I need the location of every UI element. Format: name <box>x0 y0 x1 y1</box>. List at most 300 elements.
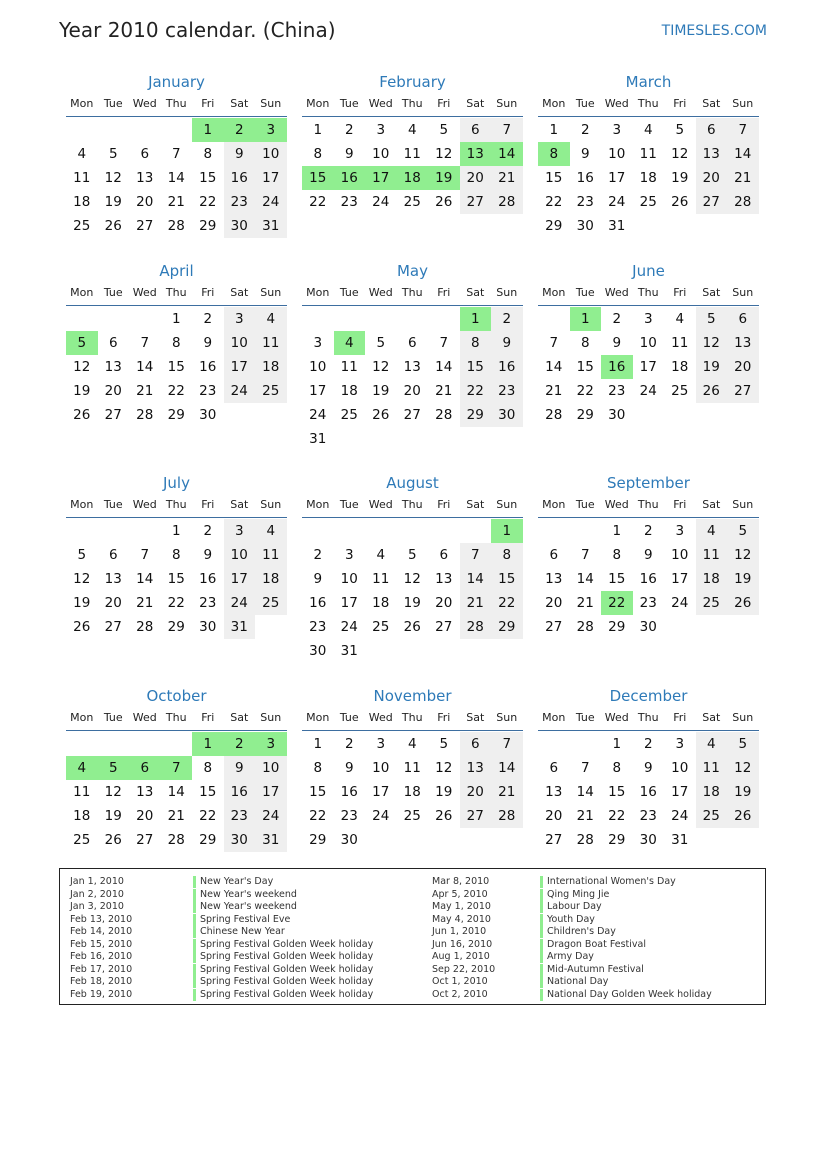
empty-cell <box>334 307 366 331</box>
day-cell: 22 <box>167 595 185 611</box>
day-cell: 7 <box>460 543 492 567</box>
weekday-label: Fri <box>437 97 451 110</box>
day-cell: 25 <box>639 194 657 210</box>
day-cell: 5 <box>66 331 98 355</box>
day-cell: 8 <box>580 335 590 351</box>
weekday-label: Sat <box>230 286 249 299</box>
day-cell: 24 <box>372 194 390 210</box>
day-cell: 2 <box>344 736 354 752</box>
legend-holiday-name: National Day <box>547 976 609 987</box>
day-cell: 30 <box>576 218 594 234</box>
weekday-label: Fri <box>437 711 451 724</box>
day-cell: 30 <box>309 643 327 659</box>
month-name: August <box>386 474 439 492</box>
day-cell: 6 <box>140 146 150 162</box>
day-grid <box>66 519 287 639</box>
holiday-marker <box>193 989 196 1001</box>
day-cell: 8 <box>538 142 570 166</box>
empty-cell <box>66 732 98 756</box>
weekday-label: Thu <box>165 498 187 511</box>
day-cell: 29 <box>576 407 594 423</box>
day-cell: 11 <box>255 331 287 355</box>
day-cell: 23 <box>491 379 523 403</box>
day-cell: 24 <box>224 591 256 615</box>
month-name: July <box>163 474 190 492</box>
day-cell: 25 <box>255 379 287 403</box>
day-cell: 10 <box>608 146 626 162</box>
day-cell: 1 <box>171 523 181 539</box>
weekday-header <box>302 281 523 306</box>
day-cell: 1 <box>570 307 602 331</box>
legend-holiday-name: New Year's weekend <box>200 901 297 912</box>
day-cell: 29 <box>309 832 327 848</box>
day-cell: 9 <box>344 760 354 776</box>
day-cell: 28 <box>136 619 154 635</box>
day-cell: 17 <box>340 595 358 611</box>
holiday-marker <box>540 964 543 976</box>
day-cell: 7 <box>491 732 523 756</box>
day-cell: 22 <box>491 591 523 615</box>
day-cell: 18 <box>73 808 91 824</box>
month-name: March <box>625 73 672 91</box>
day-cell: 4 <box>77 146 87 162</box>
day-cell: 21 <box>167 808 185 824</box>
day-cell: 16 <box>639 784 657 800</box>
weekday-label: Fri <box>201 97 215 110</box>
month-december <box>538 686 759 852</box>
day-cell: 22 <box>309 194 327 210</box>
day-cell: 12 <box>671 146 689 162</box>
day-cell: 26 <box>435 194 453 210</box>
day-cell: 17 <box>608 170 626 186</box>
empty-cell <box>129 307 161 331</box>
day-cell: 26 <box>727 804 759 828</box>
holiday-marker <box>540 889 543 901</box>
day-cell: 2 <box>313 547 323 563</box>
legend-holiday-name: Spring Festival Golden Week holiday <box>200 988 374 1000</box>
day-cell: 28 <box>545 407 563 423</box>
month-march <box>538 72 759 238</box>
day-cell: 4 <box>334 331 366 355</box>
day-cell: 5 <box>108 146 118 162</box>
day-cell: 9 <box>643 547 653 563</box>
legend-date: Oct 1, 2010 <box>432 976 488 987</box>
month-name: April <box>159 262 194 280</box>
day-grid <box>302 732 523 852</box>
holiday-marker <box>193 964 196 976</box>
day-cell: 1 <box>460 307 492 331</box>
day-cell: 12 <box>372 359 390 375</box>
weekday-label: Fri <box>673 711 687 724</box>
day-cell: 26 <box>372 407 390 423</box>
weekday-label: Tue <box>103 711 123 724</box>
legend-date: Feb 17, 2010 <box>70 963 133 975</box>
day-cell: 19 <box>727 780 759 804</box>
empty-cell <box>397 307 429 331</box>
holiday-marker <box>540 951 543 963</box>
day-cell: 9 <box>643 760 653 776</box>
day-cell: 7 <box>140 335 150 351</box>
day-cell: 13 <box>460 756 492 780</box>
day-cell: 29 <box>167 407 185 423</box>
day-cell: 24 <box>608 194 626 210</box>
day-cell: 17 <box>255 166 287 190</box>
weekday-label: Wed <box>368 97 393 110</box>
day-cell: 13 <box>136 784 154 800</box>
day-cell: 15 <box>302 166 334 190</box>
day-grid <box>66 118 287 238</box>
day-cell: 11 <box>73 170 91 186</box>
day-cell: 10 <box>340 571 358 587</box>
day-grid <box>66 307 287 427</box>
day-cell: 16 <box>340 784 358 800</box>
day-cell: 9 <box>313 571 323 587</box>
empty-cell <box>302 307 334 331</box>
day-cell: 3 <box>224 307 256 331</box>
day-cell: 9 <box>344 146 354 162</box>
day-cell: 27 <box>435 619 453 635</box>
weekday-label: Mon <box>542 711 566 724</box>
day-cell: 9 <box>491 331 523 355</box>
day-cell: 15 <box>608 784 626 800</box>
weekday-label: Tue <box>103 97 123 110</box>
day-cell: 10 <box>671 760 689 776</box>
day-cell: 8 <box>171 335 181 351</box>
day-cell: 24 <box>224 379 256 403</box>
day-cell: 10 <box>224 543 256 567</box>
day-cell: 25 <box>403 808 421 824</box>
day-cell: 31 <box>671 832 689 848</box>
weekday-label: Fri <box>673 498 687 511</box>
day-cell: 21 <box>460 591 492 615</box>
weekday-label: Wed <box>132 711 157 724</box>
day-cell: 13 <box>727 331 759 355</box>
day-cell: 3 <box>313 335 323 351</box>
day-cell: 8 <box>491 543 523 567</box>
day-cell: 18 <box>372 595 390 611</box>
holiday-marker <box>193 951 196 963</box>
legend-date: Feb 16, 2010 <box>70 951 133 962</box>
day-cell: 10 <box>372 146 390 162</box>
day-cell: 21 <box>576 808 594 824</box>
day-cell: 20 <box>435 595 453 611</box>
month-august <box>302 473 523 663</box>
weekday-label: Fri <box>673 286 687 299</box>
weekday-label: Thu <box>165 711 187 724</box>
day-cell: 8 <box>313 146 323 162</box>
day-cell: 25 <box>372 619 390 635</box>
day-cell: 23 <box>576 194 594 210</box>
legend-holiday-name: Qing Ming Jie <box>547 888 610 900</box>
empty-cell <box>570 519 602 543</box>
holiday-marker <box>540 901 543 913</box>
day-cell: 19 <box>104 194 122 210</box>
weekday-header <box>302 493 523 518</box>
day-cell: 8 <box>203 760 213 776</box>
day-cell: 21 <box>727 166 759 190</box>
weekday-header <box>302 92 523 117</box>
day-cell: 4 <box>675 311 685 327</box>
legend-date: Jan 2, 2010 <box>70 888 124 900</box>
day-cell: 3 <box>344 547 354 563</box>
day-grid <box>302 519 523 663</box>
day-cell: 28 <box>576 619 594 635</box>
month-name: June <box>632 262 665 280</box>
day-cell: 15 <box>608 571 626 587</box>
day-cell: 29 <box>608 619 626 635</box>
day-cell: 28 <box>491 190 523 214</box>
weekday-label: Tue <box>103 286 123 299</box>
day-cell: 22 <box>601 591 633 615</box>
day-cell: 19 <box>73 595 91 611</box>
day-cell: 23 <box>199 595 217 611</box>
day-cell: 12 <box>403 571 421 587</box>
day-cell: 13 <box>696 142 728 166</box>
day-cell: 5 <box>439 736 449 752</box>
day-cell: 27 <box>104 407 122 423</box>
day-cell: 9 <box>580 146 590 162</box>
day-cell: 12 <box>73 571 91 587</box>
weekday-label: Tue <box>575 498 595 511</box>
day-cell: 5 <box>407 547 417 563</box>
weekday-label: Thu <box>401 711 423 724</box>
day-cell: 23 <box>639 595 657 611</box>
weekday-label: Fri <box>673 97 687 110</box>
weekday-label: Tue <box>575 286 595 299</box>
weekday-label: Thu <box>637 711 659 724</box>
day-cell: 20 <box>136 808 154 824</box>
month-name: May <box>396 262 428 280</box>
day-cell: 29 <box>545 218 563 234</box>
weekday-label: Wed <box>604 711 629 724</box>
day-cell: 18 <box>671 359 689 375</box>
empty-cell <box>129 732 161 756</box>
day-cell: 30 <box>639 832 657 848</box>
day-cell: 16 <box>224 780 256 804</box>
day-cell: 15 <box>199 170 217 186</box>
day-cell: 30 <box>491 403 523 427</box>
day-cell: 12 <box>435 146 453 162</box>
day-cell: 24 <box>671 808 689 824</box>
weekday-label: Sun <box>732 498 754 511</box>
day-cell: 26 <box>403 619 421 635</box>
day-cell: 25 <box>255 591 287 615</box>
day-cell: 10 <box>224 331 256 355</box>
day-cell: 9 <box>203 335 213 351</box>
day-cell: 3 <box>675 523 685 539</box>
empty-cell <box>98 118 130 142</box>
day-cell: 6 <box>696 118 728 142</box>
legend-date: Feb 18, 2010 <box>70 976 133 987</box>
day-cell: 2 <box>580 122 590 138</box>
weekday-label: Mon <box>70 498 94 511</box>
day-cell: 14 <box>167 170 185 186</box>
day-cell: 21 <box>136 383 154 399</box>
day-cell: 20 <box>696 166 728 190</box>
day-cell: 23 <box>224 804 256 828</box>
holiday-marker <box>193 914 196 926</box>
day-cell: 30 <box>199 619 217 635</box>
day-cell: 8 <box>612 760 622 776</box>
day-cell: 15 <box>576 359 594 375</box>
month-name: November <box>373 687 452 705</box>
holiday-marker <box>540 876 543 888</box>
day-cell: 29 <box>199 218 217 234</box>
month-june <box>538 261 759 427</box>
day-cell: 21 <box>167 194 185 210</box>
weekday-label: Mon <box>542 498 566 511</box>
weekday-label: Mon <box>70 711 94 724</box>
day-cell: 29 <box>167 619 185 635</box>
legend-holiday-name: Youth Day <box>547 913 595 925</box>
day-cell: 29 <box>460 403 492 427</box>
day-cell: 12 <box>104 784 122 800</box>
day-cell: 21 <box>491 166 523 190</box>
legend-date: Jan 1, 2010 <box>70 876 124 887</box>
day-cell: 18 <box>403 784 421 800</box>
weekday-label: Tue <box>103 498 123 511</box>
weekday-label: Sun <box>496 97 518 110</box>
month-name: January <box>148 73 205 91</box>
day-cell: 2 <box>203 523 213 539</box>
day-cell: 25 <box>696 591 728 615</box>
day-cell: 22 <box>167 383 185 399</box>
day-cell: 5 <box>77 547 87 563</box>
day-cell: 17 <box>309 383 327 399</box>
empty-cell <box>397 519 429 543</box>
day-cell: 3 <box>376 736 386 752</box>
day-cell: 20 <box>460 166 492 190</box>
weekday-label: Thu <box>165 286 187 299</box>
holiday-marker <box>193 901 196 913</box>
day-cell: 7 <box>580 760 590 776</box>
day-cell: 22 <box>576 383 594 399</box>
month-name: February <box>379 73 446 91</box>
day-cell: 16 <box>639 571 657 587</box>
day-cell: 4 <box>407 122 417 138</box>
day-cell: 28 <box>460 615 492 639</box>
day-cell: 17 <box>671 784 689 800</box>
day-cell: 12 <box>73 359 91 375</box>
day-cell: 12 <box>104 170 122 186</box>
day-cell: 6 <box>108 547 118 563</box>
month-january <box>66 72 287 238</box>
day-cell: 13 <box>136 170 154 186</box>
day-cell: 22 <box>608 808 626 824</box>
day-cell: 16 <box>601 355 633 379</box>
day-cell: 22 <box>199 808 217 824</box>
weekday-label: Thu <box>637 286 659 299</box>
day-cell: 4 <box>407 736 417 752</box>
weekday-label: Thu <box>165 97 187 110</box>
day-cell: 18 <box>397 166 429 190</box>
legend-holiday-name: Mid-Autumn Festival <box>547 963 644 975</box>
day-cell: 19 <box>403 595 421 611</box>
day-cell: 12 <box>435 760 453 776</box>
day-cell: 2 <box>643 736 653 752</box>
day-cell: 11 <box>696 543 728 567</box>
day-cell: 22 <box>309 808 327 824</box>
weekday-label: Wed <box>604 97 629 110</box>
day-cell: 26 <box>73 619 91 635</box>
weekday-label: Sat <box>466 711 485 724</box>
day-cell: 18 <box>340 383 358 399</box>
day-cell: 10 <box>255 142 287 166</box>
day-cell: 9 <box>612 335 622 351</box>
weekday-label: Mon <box>70 97 94 110</box>
empty-cell <box>161 118 193 142</box>
day-cell: 6 <box>460 118 492 142</box>
day-cell: 19 <box>435 784 453 800</box>
day-cell: 11 <box>372 571 390 587</box>
day-cell: 1 <box>491 519 523 543</box>
day-cell: 3 <box>255 732 287 756</box>
day-cell: 27 <box>545 832 563 848</box>
legend-date: Jun 1, 2010 <box>432 926 487 937</box>
holiday-marker <box>193 926 196 938</box>
day-cell: 27 <box>727 379 759 403</box>
day-cell: 20 <box>545 808 563 824</box>
weekday-label: Sat <box>230 97 249 110</box>
month-july <box>66 473 287 639</box>
weekday-label: Sat <box>466 97 485 110</box>
day-cell: 6 <box>439 547 449 563</box>
day-cell: 27 <box>545 619 563 635</box>
day-cell: 25 <box>671 383 689 399</box>
day-cell: 1 <box>313 122 323 138</box>
day-cell: 23 <box>340 194 358 210</box>
empty-cell <box>161 732 193 756</box>
day-grid <box>302 118 523 214</box>
day-cell: 25 <box>696 804 728 828</box>
weekday-label: Tue <box>339 711 359 724</box>
day-grid <box>302 307 523 451</box>
weekday-label: Sun <box>496 711 518 724</box>
month-february <box>302 72 523 214</box>
weekday-header <box>538 493 759 518</box>
legend-date: Jan 3, 2010 <box>70 901 124 912</box>
legend-date: Feb 15, 2010 <box>70 938 133 950</box>
day-cell: 6 <box>460 732 492 756</box>
day-cell: 14 <box>491 142 523 166</box>
day-cell: 30 <box>224 214 256 238</box>
weekday-label: Sun <box>260 286 282 299</box>
site-link[interactable]: TIMESLES.COM <box>661 23 767 39</box>
holiday-marker <box>540 976 543 988</box>
holiday-marker <box>540 939 543 951</box>
day-cell: 22 <box>545 194 563 210</box>
day-cell: 23 <box>639 808 657 824</box>
holiday-marker <box>540 926 543 938</box>
weekday-label: Fri <box>437 498 451 511</box>
month-name: September <box>607 474 690 492</box>
day-cell: 7 <box>491 118 523 142</box>
day-cell: 31 <box>340 643 358 659</box>
day-cell: 18 <box>255 355 287 379</box>
weekday-header <box>66 706 287 731</box>
legend-holiday-name: National Day Golden Week holiday <box>547 988 712 1000</box>
day-cell: 16 <box>334 166 366 190</box>
empty-cell <box>538 519 570 543</box>
empty-cell <box>98 519 130 543</box>
month-november <box>302 686 523 852</box>
empty-cell <box>66 307 98 331</box>
day-cell: 15 <box>460 355 492 379</box>
empty-cell <box>302 519 334 543</box>
day-cell: 14 <box>136 359 154 375</box>
day-cell: 12 <box>696 331 728 355</box>
day-cell: 1 <box>192 118 224 142</box>
